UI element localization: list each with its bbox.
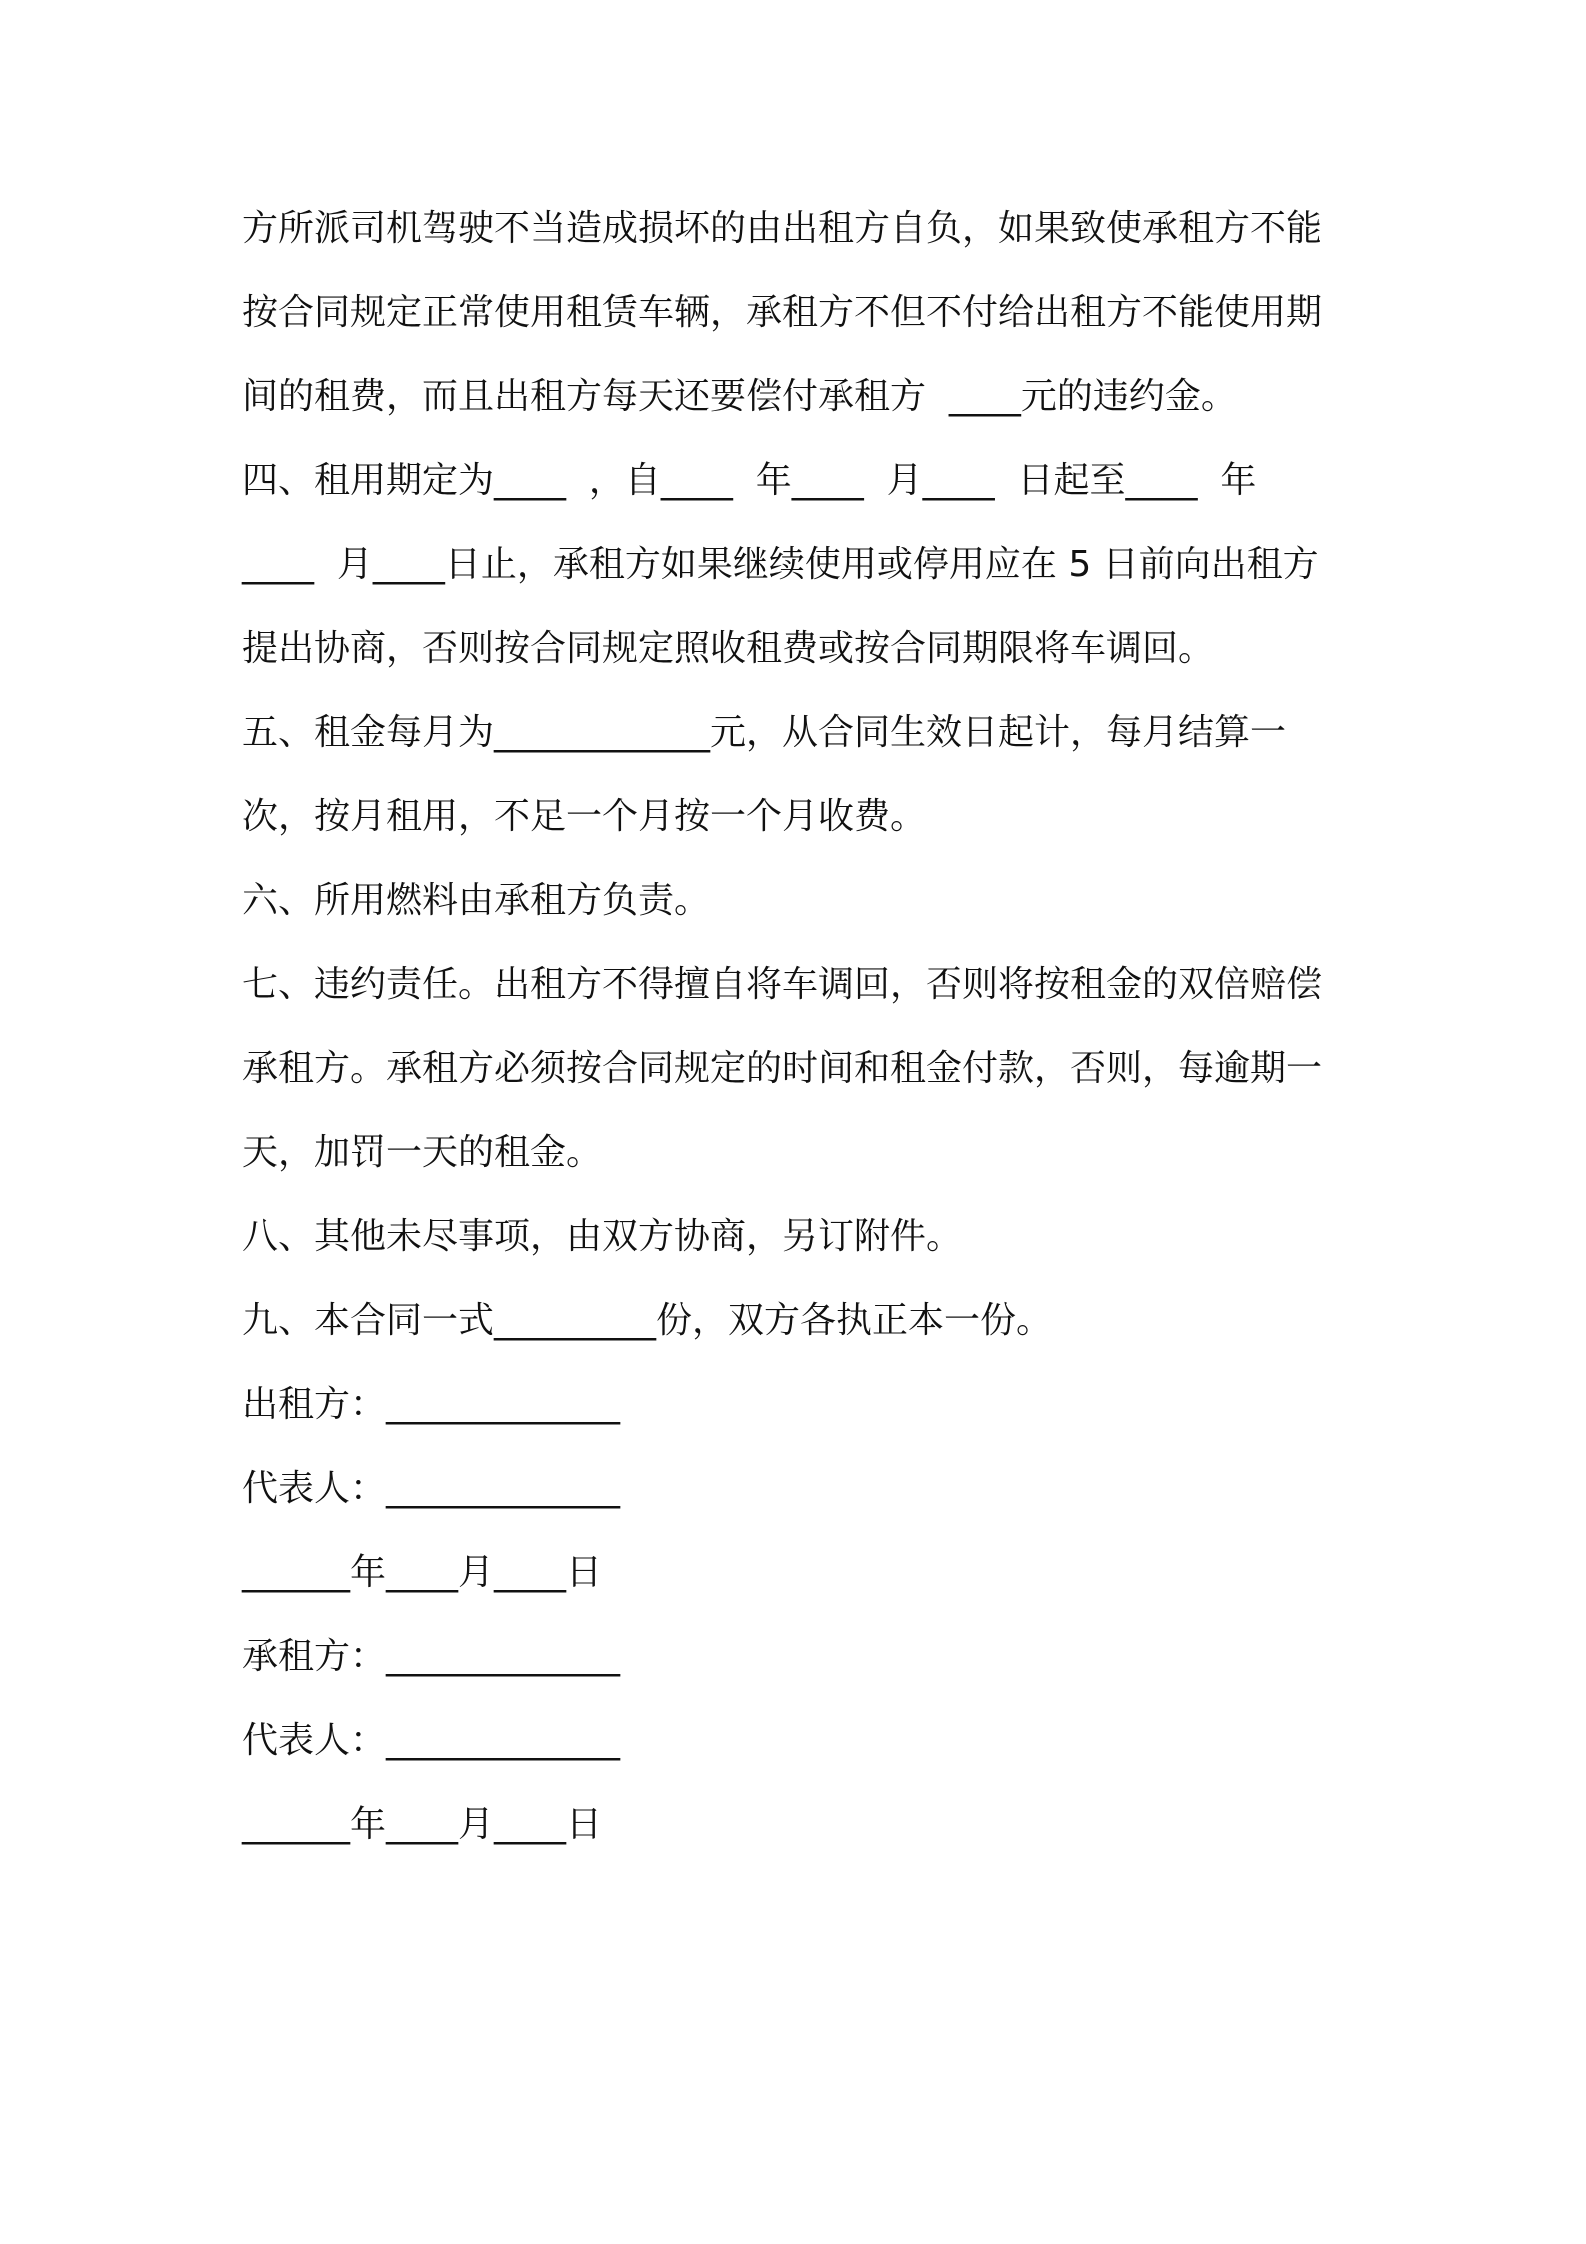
- clause-text-line: 间的租费，而且出租方每天还要偿付承租方 ____元的违约金。: [242, 376, 1237, 417]
- clause-four-line: 提出协商，否则按合同规定照收租费或按合同期限将车调回。: [242, 628, 1215, 669]
- lessee-signature-line: 承租方：_____________: [242, 1636, 621, 1677]
- clause-nine-line: 九、本合同一式_________份，双方各执正本一份。: [242, 1300, 1053, 1341]
- lessor-representative-line: 代表人：_____________: [242, 1468, 621, 1509]
- lessee-date-line: ______年____月____日: [242, 1804, 602, 1845]
- clause-text-line: 方所派司机驾驶不当造成损坏的由出租方自负，如果致使承租方不能: [242, 208, 1323, 249]
- clause-five-line: 次，按月租用，不足一个月按一个月收费。: [242, 796, 927, 837]
- clause-four-line: ____ 月____日止，承租方如果继续使用或停用应在 5 日前向出租方: [242, 544, 1319, 585]
- clause-six-line: 六、所用燃料由承租方负责。: [242, 880, 711, 921]
- clause-text-line: 按合同规定正常使用租赁车辆，承租方不但不付给出租方不能使用期: [242, 292, 1323, 333]
- clause-seven-line: 承租方。承租方必须按合同规定的时间和租金付款，否则，每逾期一: [242, 1048, 1323, 1089]
- lessor-date-line: ______年____月____日: [242, 1552, 602, 1593]
- clause-eight-line: 八、其他未尽事项，由双方协商，另订附件。: [242, 1216, 963, 1257]
- clause-seven-line: 七、违约责任。出租方不得擅自将车调回，否则将按租金的双倍赔偿: [242, 964, 1323, 1005]
- lessee-representative-line: 代表人：_____________: [242, 1720, 621, 1761]
- clause-four-line: 四、租用期定为____ ，自____ 年____ 月____ 日起至____ 年: [242, 460, 1257, 501]
- lessor-signature-line: 出租方：_____________: [242, 1384, 621, 1425]
- clause-five-line: 五、租金每月为____________元，从合同生效日起计，每月结算一: [242, 712, 1287, 753]
- clause-seven-line: 天，加罚一天的租金。: [242, 1132, 603, 1173]
